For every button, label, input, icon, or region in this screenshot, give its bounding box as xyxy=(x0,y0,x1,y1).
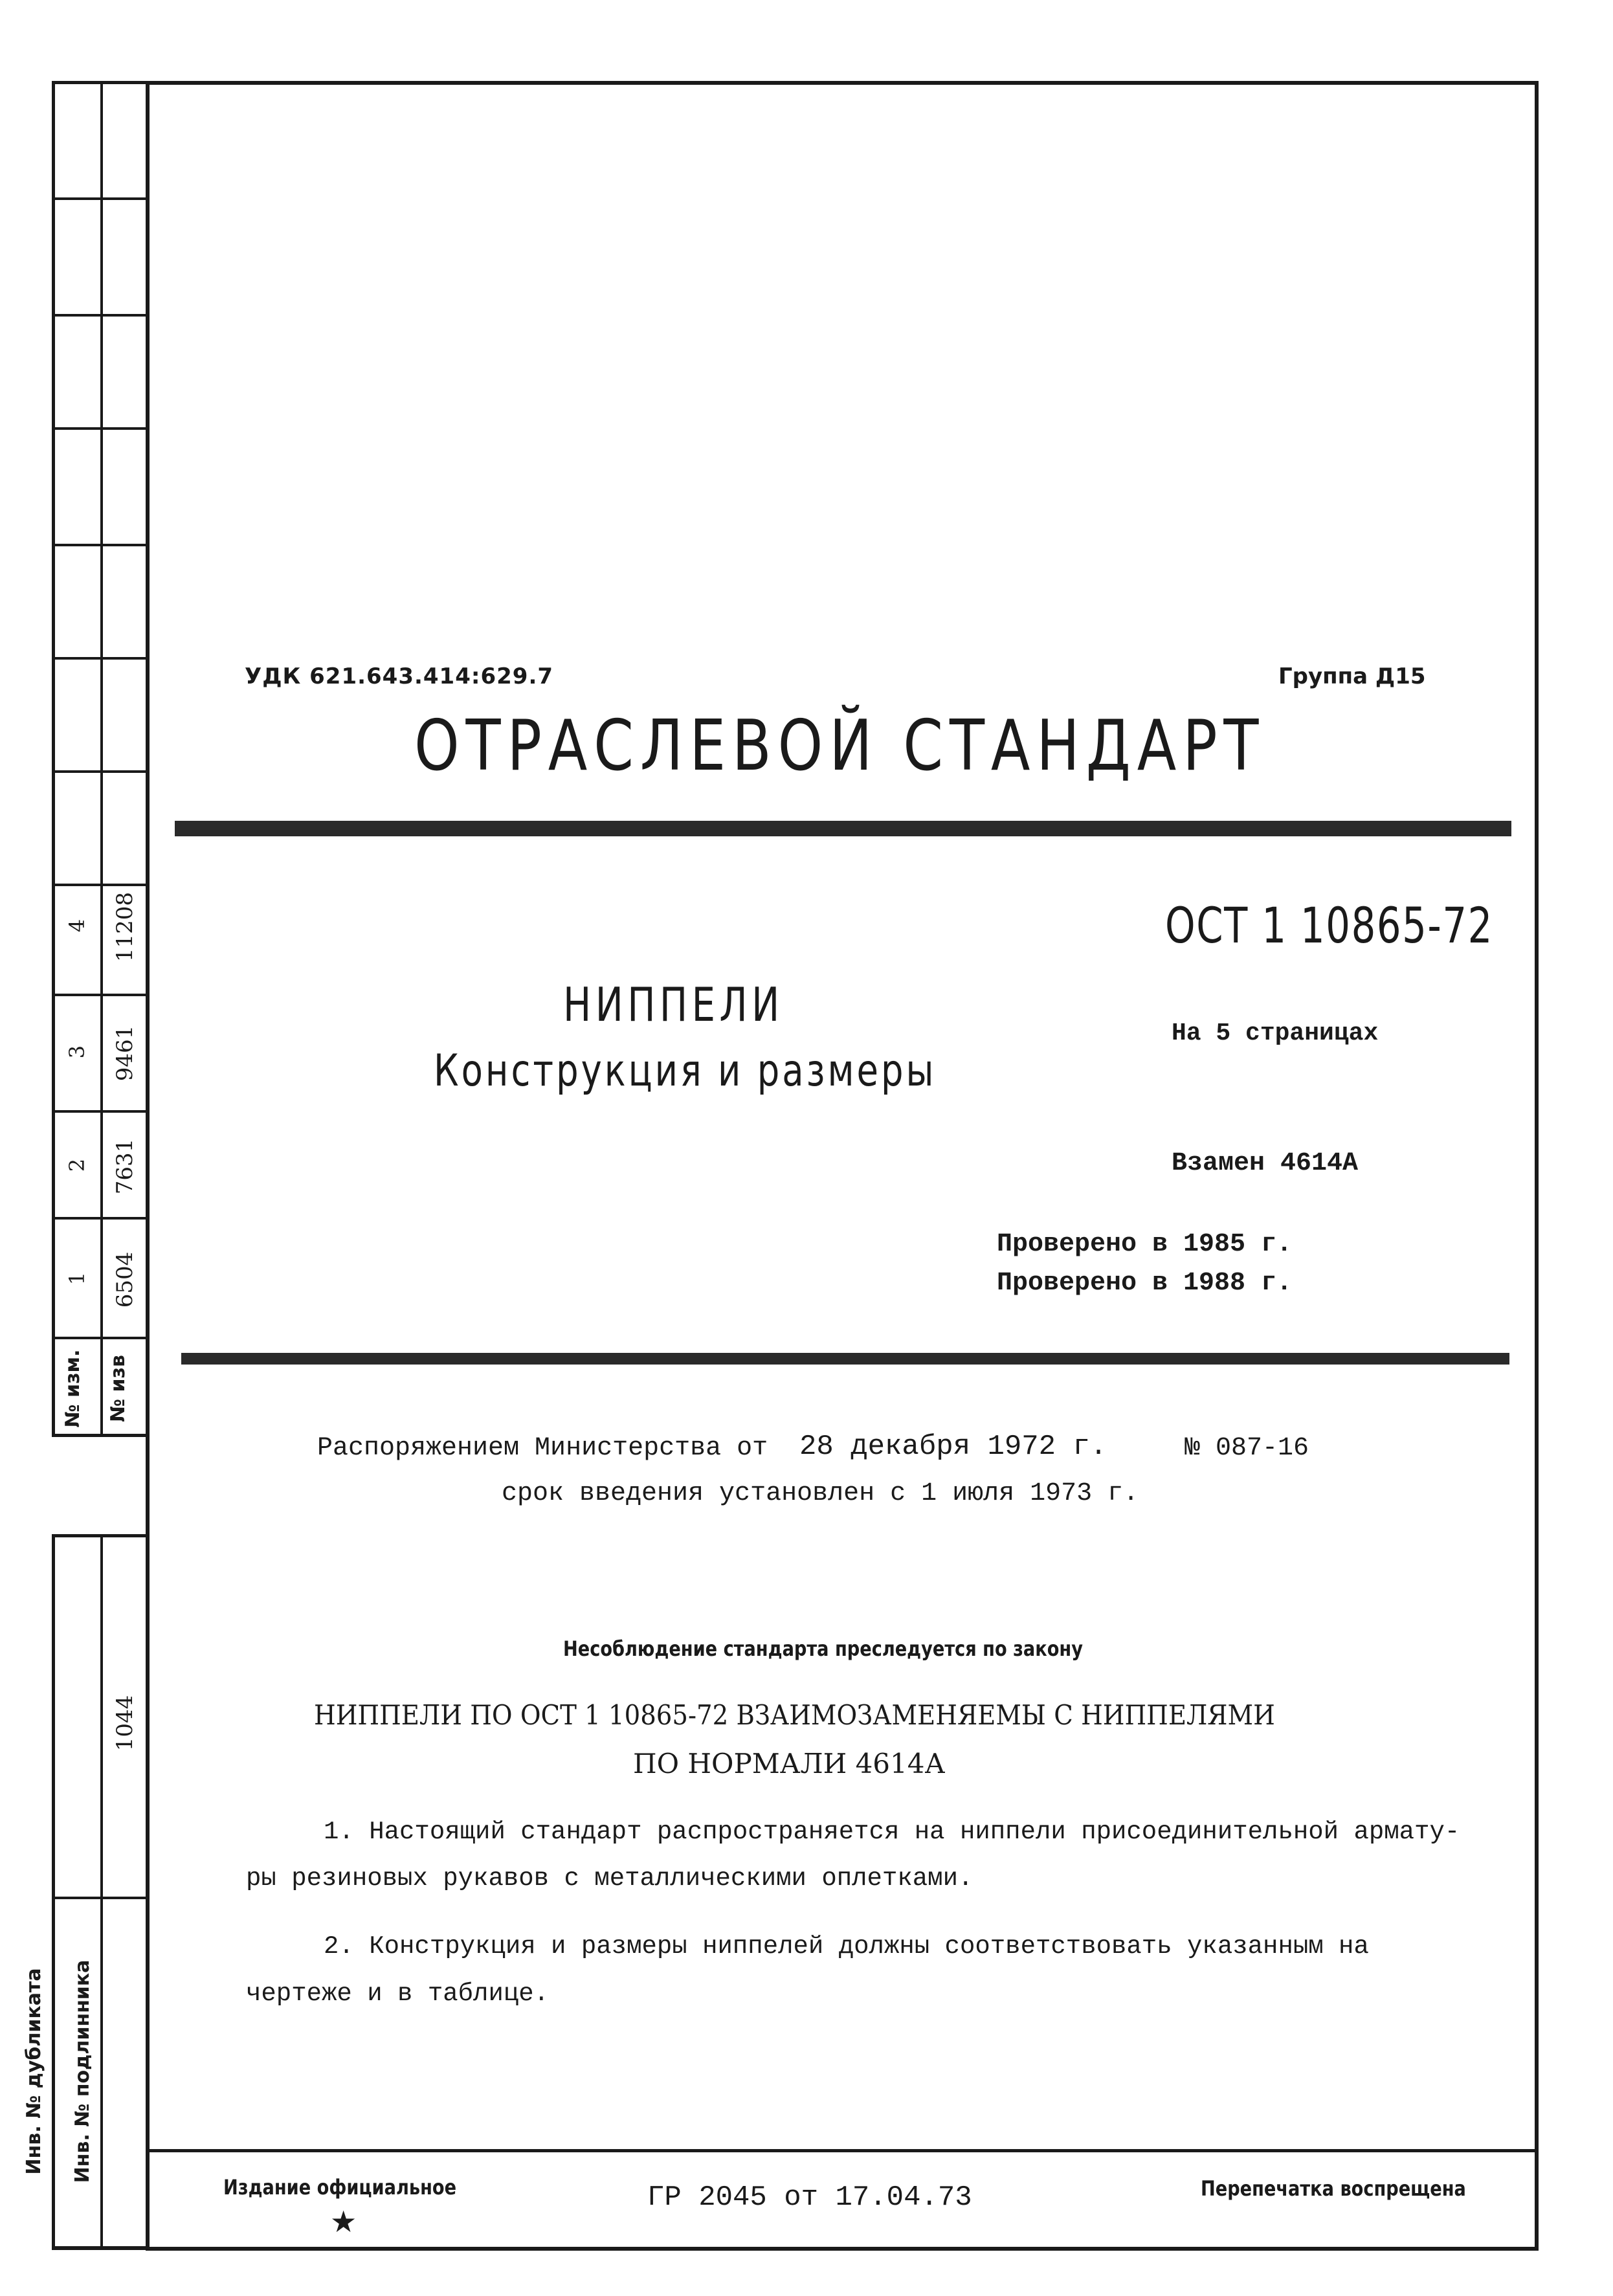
change-number: 3 xyxy=(65,1045,89,1059)
page-count: На 5 страницах xyxy=(1172,1020,1379,1047)
title-rule xyxy=(175,821,1511,836)
interchange-line-1: НИППЕЛИ ПО ОСТ 1 10865-72 ВЗАИМОЗАМЕНЯЕМЫ С НИППЕЛЯМИ xyxy=(314,1699,1275,1731)
notice-label: № изв xyxy=(107,1355,129,1422)
paragraph-2-line-2: чертеже и в таблице. xyxy=(246,1979,550,2008)
reprint-prohibited: Перепечатка воспрещена xyxy=(1201,2176,1466,2201)
paragraph-2-line-1: 2. Конструкция и размеры ниппелей должны соответствовать указанным на xyxy=(324,1932,1369,1961)
change-label: № изм. xyxy=(61,1349,84,1428)
inv-original-value: 1044 xyxy=(112,1695,138,1752)
footer-rule xyxy=(146,2149,1535,2152)
star-icon: ★ xyxy=(330,2204,357,2239)
checked-1985: Проверено в 1985 г. xyxy=(997,1230,1293,1259)
registration-number: ГР 2045 от 17.04.73 xyxy=(647,2181,972,2214)
notice-number: 6504 xyxy=(112,1251,138,1308)
law-notice: Несоблюдение стандарта преследуется по закону xyxy=(563,1636,1083,1661)
group-code: Группа Д15 xyxy=(1278,663,1426,689)
effective-date: срок введения установлен с 1 июля 1973 г. xyxy=(502,1479,1139,1508)
decree-date: 28 декабря 1972 г. xyxy=(799,1431,1107,1463)
change-number: 4 xyxy=(65,919,89,933)
notice-number: 7631 xyxy=(112,1138,138,1195)
change-number: 1 xyxy=(65,1271,89,1286)
document-title: ОТРАСЛЕВОЙ СТАНДАРТ xyxy=(414,706,1265,786)
paragraph-1-line-1: 1. Настоящий стандарт распространяется на ниппели присоединительной армату- xyxy=(324,1818,1460,1846)
edition-label: Издание официальное xyxy=(223,2175,457,2200)
notice-number: 11208 xyxy=(112,891,138,963)
decree-number: № 087-16 xyxy=(1185,1434,1309,1463)
checked-1988: Проверено в 1988 г. xyxy=(997,1269,1293,1298)
replaces-note: Взамен 4614А xyxy=(1172,1149,1359,1178)
inv-duplicate-label: Инв. № дубликата xyxy=(23,1968,45,2175)
decree-text: Распоряжением Министерства от xyxy=(317,1434,768,1463)
standard-number: ОСТ 1 10865-72 xyxy=(1165,897,1493,954)
udk-code: УДК 621.643.414:629.7 xyxy=(245,663,554,689)
product-subtitle: Конструкция и размеры xyxy=(434,1045,937,1097)
change-number: 2 xyxy=(65,1158,89,1172)
interchange-line-2: ПО НОРМАЛИ 4614А xyxy=(633,1748,946,1779)
inv-original-label: Инв. № подлинника xyxy=(71,1959,94,2183)
notice-number: 9461 xyxy=(112,1025,138,1082)
info-rule xyxy=(181,1353,1509,1365)
product-name: НИППЕЛИ xyxy=(563,977,784,1032)
side-stamp-divider-upper xyxy=(100,81,103,1434)
paragraph-1-line-2: ры резиновых рукавов с металлическими оплетками. xyxy=(246,1864,973,1893)
